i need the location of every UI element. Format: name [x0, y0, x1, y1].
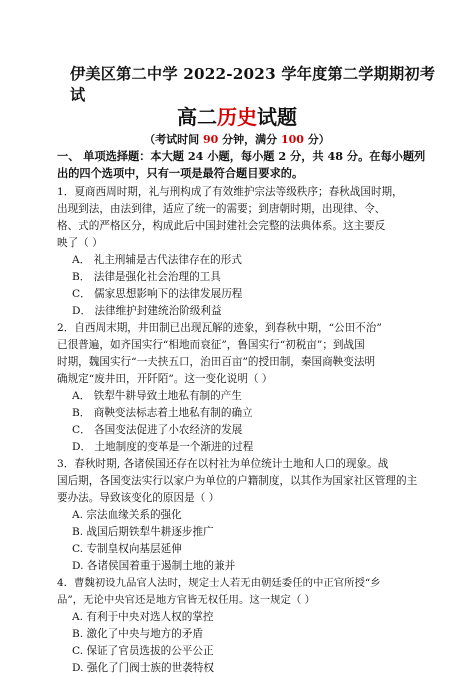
title-line-2: 试	[70, 86, 86, 104]
question-1-stem	[57, 184, 430, 252]
option-c: C. 保证了官员选拔的公平公正	[72, 645, 214, 657]
info-suffix: 分）	[303, 133, 330, 146]
stem-line: 2．自西周末期，井田制已出现瓦解的迹象，到春秋中期，“公田不治”	[57, 322, 382, 334]
stem-line: 映了（ ）	[57, 237, 103, 249]
option-b: B． 法律是强化社会治理的工具	[72, 271, 221, 283]
stem-line: 要办法。导致该变化的原因是（ ）	[57, 492, 220, 504]
option-b: B. 激化了中央与地方的矛盾	[72, 628, 204, 640]
stem-line: 3．春秋时期, 各诸侯国还存在以村社为单位统计土地和人口的现象。战	[57, 458, 389, 470]
option-d: D. 强化了门阀士族的世袭特权	[72, 662, 214, 674]
question-4-stem	[57, 575, 430, 609]
stem-line: 已很普遍，如齐国实行“相地而衰征”，鲁国实行“初税亩”；到战国	[57, 339, 365, 351]
stem-line: 格、式的严格区分，构成此后中国封建社会完整的法典体系。这主要反	[57, 220, 386, 232]
option-a: A． 礼主刑辅是古代法律存在的形式	[72, 254, 242, 266]
stem-line: 时期，魏国实行“一夫挟五口，治田百亩”的授田制，秦国商鞅变法明	[57, 356, 376, 368]
option-b: B． 商鞅变法标志着土地私有制的确立	[72, 407, 253, 419]
question-2-options	[72, 388, 422, 456]
question-3-stem	[57, 456, 430, 507]
subject-highlight: 历史	[217, 105, 257, 129]
option-c: C． 各国变法促进了小农经济的发展	[72, 424, 243, 436]
section-line-2: 出的四个选项中，只有一项是最符合题目要求的。	[57, 166, 304, 180]
subject-suffix: 试题	[257, 105, 297, 129]
option-a: A. 宗法血缘关系的强化	[72, 509, 182, 521]
exam-duration: 90	[203, 133, 219, 146]
section-heading	[57, 148, 430, 182]
exam-score: 100	[281, 133, 304, 146]
question-3-options	[72, 507, 422, 575]
info-mid: 分钟，满分	[218, 133, 281, 146]
stem-line: 出现到法，由法到律，适应了统一的需要；到唐朝时期，出现律、令、	[57, 203, 386, 215]
option-d: D. 各诸侯国着重于遏制土地的兼并	[72, 560, 236, 572]
option-b: B. 战国后期铁犁牛耕逐步推广	[72, 526, 214, 538]
stem-line: 1．夏商西周时期，礼与刑构成了有效维护宗法等级秩序；春秋战国时期，	[57, 186, 403, 198]
stem-line: 4．曹魏初设九品官人法时，规定士人若无由朝廷委任的中正官所授“乡	[57, 577, 381, 589]
subject-prefix: 高二	[177, 105, 217, 129]
option-c: C． 儒家思想影响下的法律发展历程	[72, 288, 243, 300]
stem-line: 品”，无论中央官还是地方官皆无权任用。这一规定（ ）	[57, 594, 315, 606]
stem-line: 确规定“废井田，开阡陌”。这一变化说明（ ）	[57, 373, 273, 385]
question-1-options	[72, 252, 422, 320]
question-4-options	[72, 609, 422, 677]
info-prefix: （考试时间	[144, 133, 204, 146]
question-2-stem	[57, 320, 430, 388]
subject-title	[0, 105, 474, 129]
exam-info	[0, 132, 474, 147]
section-line-1: 一、 单项选择题：本大题 24 小题，每小题 2 分，共 48 分。在每小题列	[57, 149, 426, 163]
option-a: A． 铁犁牛耕导致土地私有制的产生	[72, 390, 242, 402]
option-c: C. 专制皇权向基层延伸	[72, 543, 182, 555]
option-d: D． 法律维护封建统治阶级利益	[72, 305, 222, 317]
title-line-1: 伊美区第二中学 2022-2023 学年度第二学期期初考	[70, 65, 436, 83]
option-d: D． 土地制度的变革是一个渐进的过程	[72, 441, 254, 453]
stem-line: 国后期，各国变法实行以家户为单位的户籍制度，以其作为国家社区管理的主	[57, 475, 418, 487]
exam-school-title	[70, 64, 436, 106]
option-a: A. 有利于中央对选人权的掌控	[72, 611, 214, 623]
